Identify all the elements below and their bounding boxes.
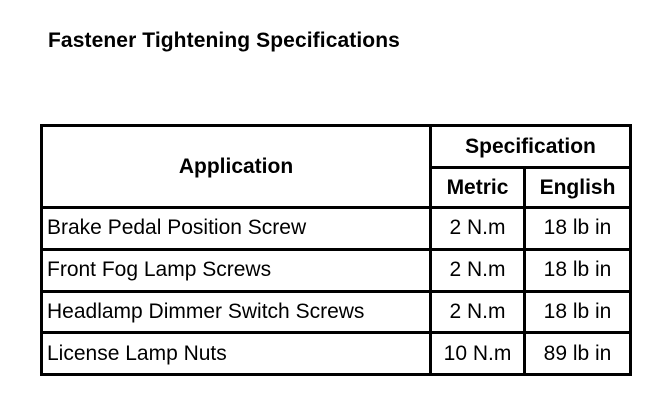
metric-cell: 2 N.m [431,249,525,291]
table-row [42,333,631,375]
application-header: Application [42,126,431,208]
spec-table [40,124,632,376]
application-cell: Headlamp Dimmer Switch Screws [42,291,431,333]
application-cell: Brake Pedal Position Screw [42,208,431,250]
application-cell: License Lamp Nuts [42,333,431,375]
english-cell: 18 lb in [525,249,631,291]
english-cell: 18 lb in [525,208,631,250]
metric-cell: 10 N.m [431,333,525,375]
metric-header: Metric [431,168,525,208]
table-row [42,208,631,250]
metric-cell: 2 N.m [431,208,525,250]
header-row-top [42,126,631,168]
table-row [42,249,631,291]
page-title: Fastener Tightening Specifications [48,29,400,52]
application-cell: Front Fog Lamp Screws [42,249,431,291]
english-cell: 89 lb in [525,333,631,375]
specification-header: Specification [431,126,631,168]
table-row [42,291,631,333]
english-header: English [525,168,631,208]
english-cell: 18 lb in [525,291,631,333]
metric-cell: 2 N.m [431,291,525,333]
